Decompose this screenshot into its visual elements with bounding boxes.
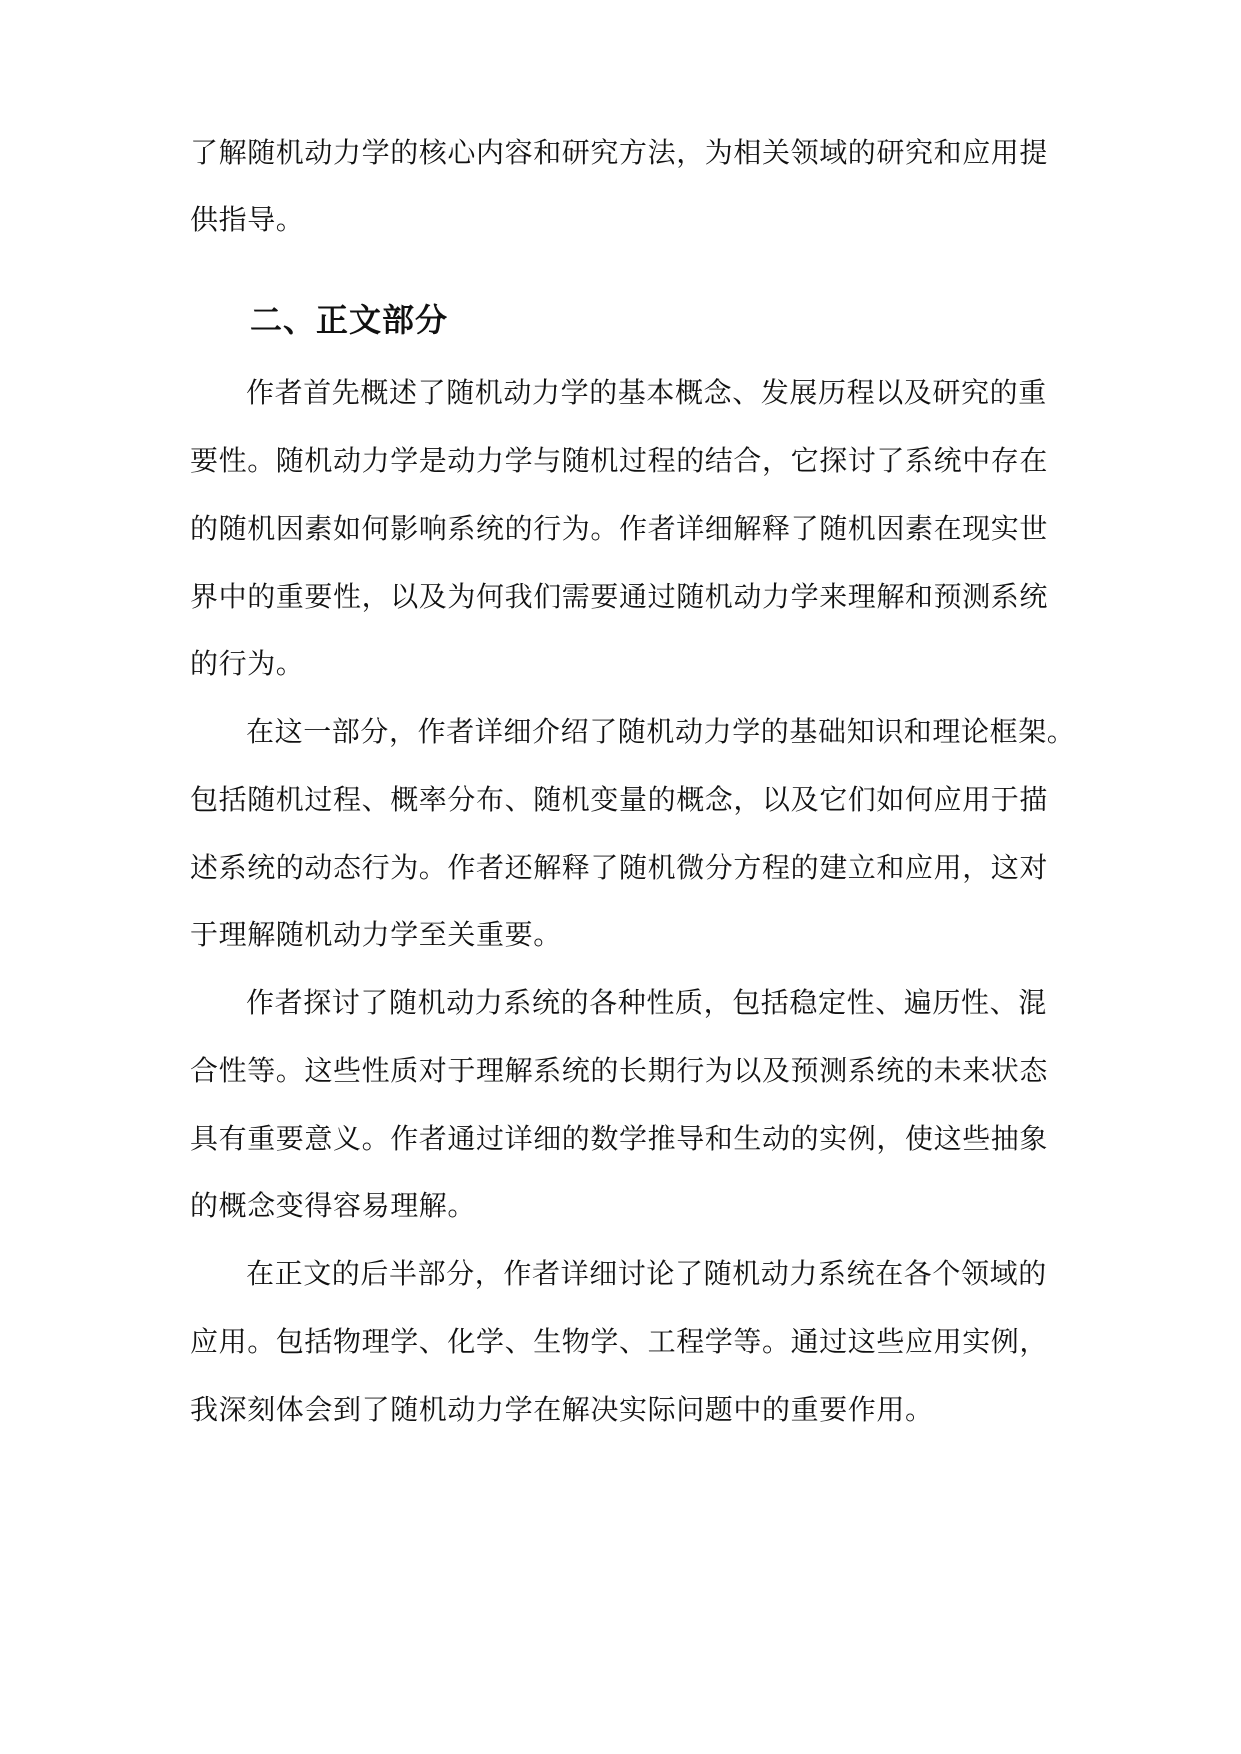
paragraph-line: 包括随机过程、概率分布、随机变量的概念，以及它们如何应用于描: [190, 783, 1049, 816]
paragraph-line: 在正文的后半部分，作者详细讨论了随机动力系统在各个领域的: [246, 1257, 1047, 1290]
paragraph-line: 合性等。这些性质对于理解系统的长期行为以及预测系统的未来状态: [190, 1054, 1049, 1087]
intro-line: 了解随机动力学的核心内容和研究方法，为相关领域的研究和应用提: [190, 136, 1049, 169]
paragraph-line: 作者首先概述了随机动力学的基本概念、发展历程以及研究的重: [246, 376, 1047, 409]
paragraph-line: 于理解随机动力学至关重要。: [190, 918, 562, 951]
intro-line: 供指导。: [190, 203, 305, 236]
paragraph-line: 作者探讨了随机动力系统的各种性质，包括稳定性、遍历性、混: [246, 986, 1047, 1019]
paragraph-line: 的随机因素如何影响系统的行为。作者详细解释了随机因素在现实世: [190, 512, 1049, 545]
section-heading: 二、正文部分: [250, 301, 449, 339]
paragraph-line: 界中的重要性，以及为何我们需要通过随机动力学来理解和预测系统: [190, 580, 1049, 613]
paragraph-line: 在这一部分，作者详细介绍了随机动力学的基础知识和理论框架。: [246, 715, 1076, 748]
paragraph-line: 具有重要意义。作者通过详细的数学推导和生动的实例，使这些抽象: [190, 1122, 1049, 1155]
paragraph-line: 的概念变得容易理解。: [190, 1189, 477, 1222]
paragraph-line: 的行为。: [190, 647, 305, 680]
paragraph-line: 述系统的动态行为。作者还解释了随机微分方程的建立和应用，这对: [190, 851, 1049, 884]
paragraph-line: 应用。包括物理学、化学、生物学、工程学等。通过这些应用实例，: [190, 1325, 1049, 1358]
paragraph-line: 我深刻体会到了随机动力学在解决实际问题中的重要作用。: [190, 1393, 934, 1426]
paragraph-line: 要性。随机动力学是动力学与随机过程的结合，它探讨了系统中存在: [190, 444, 1049, 477]
